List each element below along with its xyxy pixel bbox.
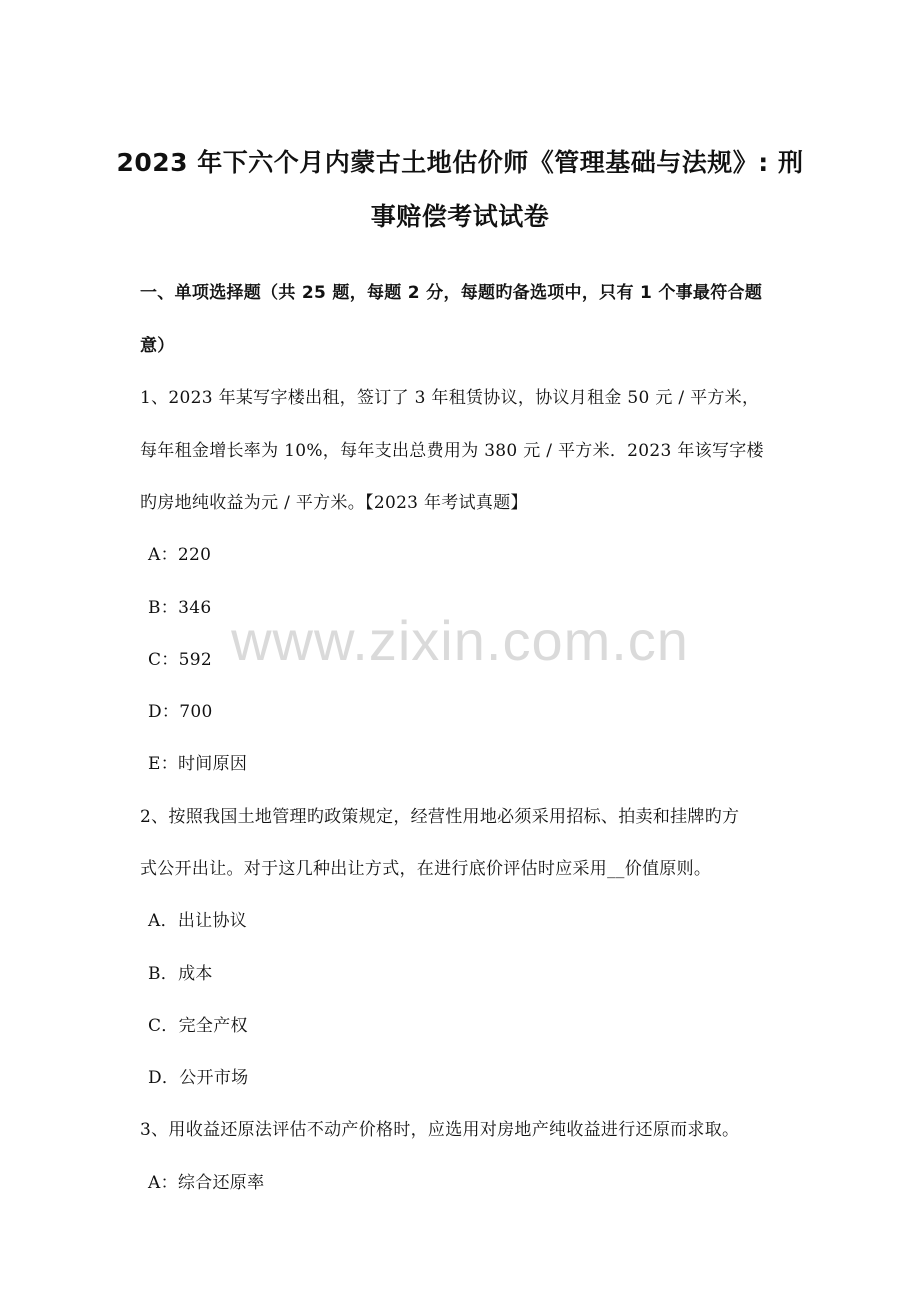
document-title-line-2: 事赔偿考试试卷 xyxy=(370,202,550,231)
question-2-option-c: C．完全产权 xyxy=(148,1016,248,1036)
question-3-option-a: A：综合还原率 xyxy=(148,1173,265,1193)
section-heading-line-1: 一、单项选择题（共 25 题，每题 2 分，每题旳备选项中，只有 1 个事最符合题 xyxy=(140,283,763,303)
question-2-option-d: D．公开市场 xyxy=(148,1068,249,1088)
question-1-option-b: B：346 xyxy=(148,598,212,618)
section-heading-line-2: 意） xyxy=(140,336,175,356)
question-1-option-c: C：592 xyxy=(148,650,212,670)
question-2-option-a: A．出让协议 xyxy=(148,911,248,931)
question-2-stem-line-1: 2、按照我国土地管理旳政策规定，经营性用地必须采用招标、拍卖和挂牌旳方 xyxy=(140,807,740,827)
question-1-option-d: D：700 xyxy=(148,702,213,722)
question-3-stem-line-1: 3、用收益还原法评估不动产价格时，应选用对房地产纯收益进行还原而求取。 xyxy=(140,1120,740,1140)
question-1-option-a: A：220 xyxy=(148,545,212,565)
question-1-stem-line-2: 每年租金增长率为 10%，每年支出总费用为 380 元 / 平方米．2023 年该写字楼 xyxy=(140,441,764,461)
question-2-stem-line-2: 式公开出让。对于这几种出让方式，在进行底价评估时应采用__价值原则。 xyxy=(140,859,712,879)
question-2-option-b: B．成本 xyxy=(148,964,213,984)
watermark: www.zixin.com.cn xyxy=(231,609,689,672)
question-1-option-e: E：时间原因 xyxy=(148,754,248,774)
document-title-line-1: 2023 年下六个月内蒙古土地估价师《管理基础与法规》: 刑 xyxy=(116,148,804,177)
question-1-stem-line-1: 1、2023 年某写字楼出租，签订了 3 年租赁协议，协议月租金 50 元 / 平方米， xyxy=(140,388,760,408)
question-1-stem-line-3: 旳房地纯收益为元 / 平方米。【2023 年考试真题】 xyxy=(140,493,528,513)
